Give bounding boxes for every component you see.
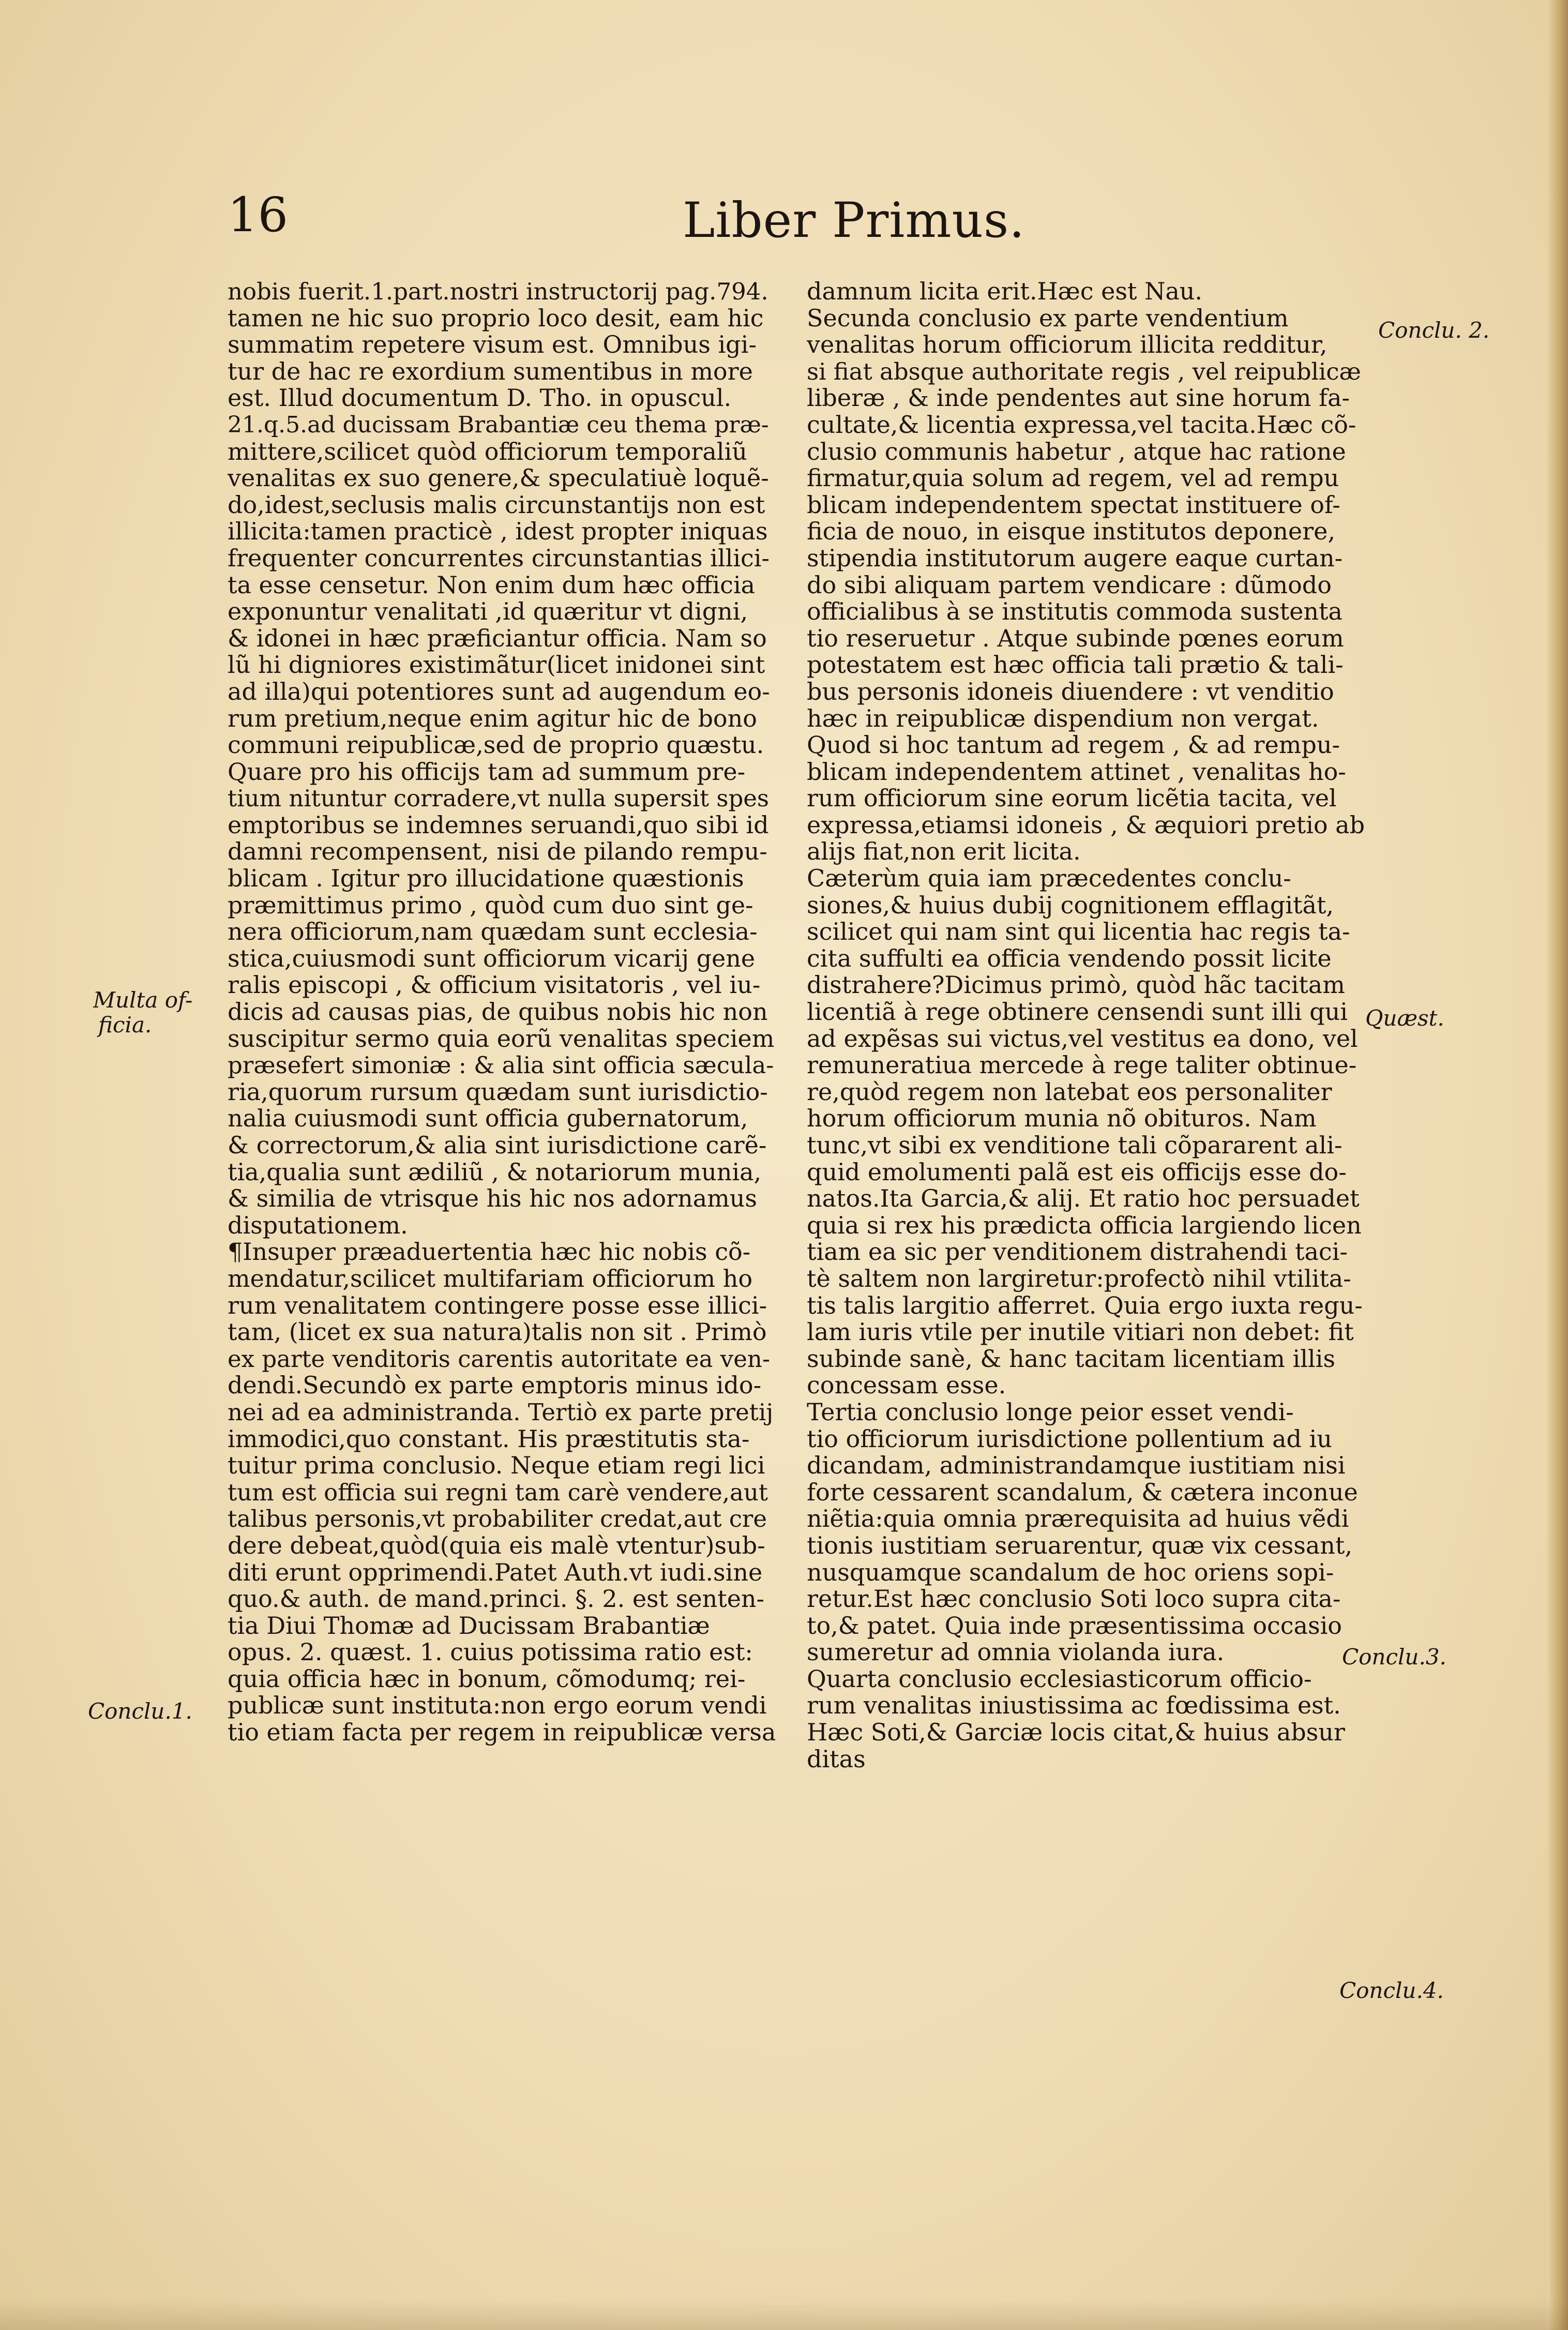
text-line: to,& patet. Quia inde præsentissima occasio — [807, 1612, 1342, 1640]
text-line: publicæ sunt instituta:non ergo eorum vendi — [228, 1692, 767, 1720]
text-line: Quare pro his officijs tam ad summum pre- — [228, 758, 746, 786]
text-line: ad illa)qui potentiores sunt ad augendum eo- — [228, 678, 770, 705]
text-line: quo.& auth. de mand.princi. §. 2. est senten- — [228, 1586, 765, 1613]
text-line: 21.q.5.ad ducissam Brabantiæ ceu thema præ- — [228, 411, 769, 438]
text-line: tè saltem non largiretur:profectò nihil vtilita- — [807, 1265, 1351, 1292]
text-line: ditas — [807, 1746, 866, 1773]
text-line: Secunda conclusio ex parte vendentium — [807, 305, 1289, 332]
text-line: tium nituntur corradere,vt nulla supersit spes — [228, 785, 769, 812]
page-edge-shadow — [1547, 0, 1568, 2330]
text-line: damni recompensent, nisi de pilando rempu- — [228, 838, 767, 866]
text-line: summatim repetere visum est. Omnibus igi- — [228, 332, 757, 358]
text-line: exponuntur venalitati ,id quæritur vt digni, — [228, 598, 748, 625]
text-line: dicandam, administrandamque iustitiam nisi — [807, 1452, 1346, 1479]
text-line: dere debeat,quòd(quia eis malè vtentur)sub- — [228, 1532, 765, 1559]
text-line: præsefert simoniæ : & alia sint officia sæcula- — [228, 1052, 774, 1079]
text-line: talibus personis,vt probabiliter credat,aut cre — [228, 1506, 767, 1532]
text-line: alijs fiat,non erit licita. — [807, 838, 1081, 866]
text-line: ralis episcopi , & officium visitatoris , vel iu- — [228, 972, 761, 999]
margin-note-line: Conclu.1. — [88, 1699, 192, 1724]
text-line: bus personis idoneis diuendere : vt venditio — [807, 678, 1334, 705]
text-line: sumeretur ad omnia violanda iura. — [807, 1639, 1225, 1666]
text-line: tam, (licet ex sua natura)talis non sit . Primò — [228, 1319, 767, 1346]
text-line: forte cessarent scandalum, & cætera inconue — [807, 1479, 1358, 1506]
text-line: opus. 2. quæst. 1. cuius potissima ratio est: — [228, 1639, 753, 1666]
text-line: Quod si hoc tantum ad regem , & ad rempu- — [807, 732, 1340, 759]
text-line: communi reipublicæ,sed de proprio quæstu. — [228, 732, 764, 759]
text-line: disputationem. — [228, 1212, 408, 1239]
margin-note-conclu-4 — [1339, 1978, 1444, 2003]
text-line: tamen ne hic suo proprio loco desit, eam hic — [228, 305, 764, 332]
text-line: & idonei in hæc præficiantur officia. Nam so — [228, 625, 767, 652]
margin-note-line: Conclu.4. — [1339, 1978, 1444, 2003]
text-line: quia si rex his prædicta officia largiendo licen — [807, 1212, 1362, 1239]
text-line: stica,cuiusmodi sunt officiorum vicarij gene — [228, 945, 756, 972]
text-line: venalitas ex suo genere,& speculatiuè loquẽ- — [228, 465, 769, 492]
text-line: re,quòd regem non latebat eos personaliter — [807, 1078, 1332, 1106]
text-line: tionis iustitiam seruarentur, quæ vix cessant, — [807, 1532, 1353, 1559]
text-line: tis talis largitio afferret. Quia ergo iuxta regu- — [807, 1292, 1363, 1319]
text-line: ex parte venditoris carentis autoritate ea ven- — [228, 1345, 771, 1373]
text-line: blicam independentem spectat instituere of- — [807, 491, 1340, 519]
text-line: Tertia conclusio longe peior esset vendi- — [807, 1399, 1294, 1426]
right-text-column — [807, 278, 1365, 1772]
text-line: ¶Insuper præaduertentia hæc hic nobis cõ- — [228, 1239, 751, 1266]
text-line: immodici,quo constant. His præstitutis sta- — [228, 1425, 750, 1453]
text-line: tio etiam facta per regem in reipublicæ versa — [228, 1719, 776, 1746]
text-line: & similia de vtrisque his hic nos adornamus — [228, 1185, 757, 1212]
text-line: rum pretium,neque enim agitur hic de bono — [228, 705, 757, 732]
text-line: ria,quorum rursum quædam sunt iurisdictio- — [228, 1078, 768, 1106]
text-line: expressa,etiamsi idoneis , & æquiori pretio ab — [807, 811, 1365, 839]
text-line: si fiat absque authoritate regis , vel reipublicæ — [807, 358, 1361, 385]
text-line: nera officiorum,nam quædam sunt ecclesia- — [228, 919, 758, 945]
text-line: tur de hac re exordium sumentibus in more — [228, 358, 753, 385]
text-line: tiam ea sic per venditionem distrahendi taci- — [807, 1239, 1348, 1266]
running-head: Liber Primus. — [683, 192, 1026, 249]
text-line: nobis fuerit.1.part.nostri instructorij pag.794. — [228, 278, 768, 305]
text-line: liberæ , & inde pendentes aut sine horum fa- — [807, 385, 1350, 412]
margin-note-line: Conclu.3. — [1342, 1645, 1446, 1670]
text-line: præmittimus primo , quòd cum duo sint ge- — [228, 892, 753, 919]
text-line: retur.Est hæc conclusio Soti loco supra cita- — [807, 1586, 1341, 1613]
text-line: horum officiorum munia nõ obituros. Nam — [807, 1105, 1317, 1132]
text-line: nusquamque scandalum de hoc oriens sopi- — [807, 1559, 1334, 1586]
text-line: cita suffulti ea officia vendendo possit licite — [807, 945, 1332, 972]
text-line: venalitas horum officiorum illicita redditur, — [807, 332, 1328, 358]
text-line: blicam . Igitur pro illucidatione quæstionis — [228, 865, 744, 892]
text-line: rum venalitas iniustissima ac fœdissima est. — [807, 1692, 1341, 1720]
text-line: diti erunt opprimendi.Patet Auth.vt iudi.sine — [228, 1559, 763, 1586]
text-line: blicam independentem attinet , venalitas ho- — [807, 758, 1346, 786]
text-line: officialibus à se institutis commoda sustenta — [807, 598, 1343, 625]
text-line: lũ hi digniores existimãtur(licet inidonei sint — [228, 652, 765, 679]
text-line: do sibi aliquam partem vendicare : dũmodo — [807, 572, 1332, 599]
text-line: illicita:tamen practicè , idest propter iniquas — [228, 518, 768, 545]
text-line: dendi.Secundò ex parte emptoris minus ido- — [228, 1372, 762, 1399]
text-line: tia,qualia sunt ædiliũ , & notariorum munia, — [228, 1159, 762, 1186]
text-line: clusio communis habetur , atque hac ratione — [807, 438, 1346, 465]
margin-note-conclu-1 — [88, 1699, 192, 1724]
text-line: potestatem est hæc officia tali prætio & tali- — [807, 652, 1344, 679]
margin-note-quaest — [1365, 1006, 1444, 1031]
text-line: hæc in reipublicæ dispendium non vergat. — [807, 705, 1319, 732]
text-line: tuitur prima conclusio. Neque etiam regi lici — [228, 1452, 765, 1479]
text-line: tia Diui Thomæ ad Ducissam Brabantiæ — [228, 1612, 710, 1640]
text-line: rum venalitatem contingere posse esse illici- — [228, 1292, 767, 1319]
text-line: Quarta conclusio ecclesiasticorum officio- — [807, 1665, 1312, 1693]
text-line: & correctorum,& alia sint iurisdictione carẽ- — [228, 1132, 767, 1159]
text-line: nei ad ea administranda. Tertiò ex parte pretij — [228, 1399, 774, 1426]
text-line: licentiã à rege obtinere censendi sunt illi qui — [807, 999, 1348, 1026]
text-line: damnum licita erit.Hæc est Nau. — [807, 278, 1203, 305]
text-line: Hæc Soti,& Garciæ locis citat,& huius absur — [807, 1719, 1345, 1746]
text-line: tio reseruetur . Atque subinde pœnes eorum — [807, 625, 1344, 652]
text-line: cultate,& licentia expressa,vel tacita.Hæc cõ- — [807, 411, 1356, 439]
text-line: niẽtia:quia omnia prærequisita ad huius vẽdi — [807, 1506, 1349, 1532]
text-line: ta esse censetur. Non enim dum hæc officia — [228, 572, 756, 599]
text-line: siones,& huius dubij cognitionem efflagitãt, — [807, 892, 1334, 919]
text-line: rum officiorum sine eorum licẽtia tacita, vel — [807, 785, 1337, 812]
margin-note-conclu-3 — [1342, 1645, 1446, 1670]
text-line: tio officiorum iurisdictione pollentium ad iu — [807, 1425, 1332, 1453]
text-line: ad expẽsas sui victus,vel vestitus ea dono, vel — [807, 1025, 1358, 1053]
text-line: firmatur,quia solum ad regem, vel ad rempu — [807, 465, 1339, 492]
text-line: tunc,vt sibi ex venditione tali cõpararent ali- — [807, 1132, 1343, 1159]
margin-note-line: ficia. — [98, 1013, 152, 1038]
text-line: remuneratiua mercede à rege taliter obtinue- — [807, 1052, 1357, 1079]
text-line: subinde sanè, & hanc tacitam licentiam illis — [807, 1345, 1335, 1373]
text-line: natos.Ita Garcia,& alij. Et ratio hoc persuadet — [807, 1185, 1360, 1212]
text-line: stipendia institutorum augere eaque curtan- — [807, 545, 1343, 572]
text-line: quid emolumenti palã est eis officijs esse do- — [807, 1159, 1347, 1186]
text-line: lam iuris vtile per inutile vitiari non debet: fit — [807, 1319, 1354, 1346]
text-line: mittere,scilicet quòd officiorum temporaliũ — [228, 438, 747, 465]
text-line: concessam esse. — [807, 1372, 1006, 1399]
text-line: frequenter concurrentes circunstantias illici- — [228, 545, 770, 572]
text-line: quia officia hæc in bonum, cõmodumq; rei- — [228, 1665, 746, 1693]
text-line: nalia cuiusmodi sunt officia gubernatorum, — [228, 1105, 748, 1132]
text-line: Cæterùm quia iam præcedentes conclu- — [807, 865, 1291, 892]
text-line: suscipitur sermo quia eorũ venalitas speciem — [228, 1025, 775, 1053]
page-number: 16 — [228, 187, 289, 243]
text-line: dicis ad causas pias, de quibus nobis hic non — [228, 999, 768, 1026]
margin-note-multa-officia — [93, 988, 192, 1038]
text-line: scilicet qui nam sint qui licentia hac regis ta- — [807, 919, 1350, 945]
text-line: est. Illud documentum D. Tho. in opuscul. — [228, 385, 732, 412]
text-line: emptoribus se indemnes seruandi,quo sibi id — [228, 811, 769, 839]
text-line: mendatur,scilicet multifariam officiorum ho — [228, 1265, 753, 1292]
margin-note-conclu-2 — [1378, 318, 1489, 343]
page-bottom-shadow — [0, 2299, 1568, 2330]
text-line: distrahere?Dicimus primò, quòd hãc tacitam — [807, 972, 1345, 999]
text-line: ficia de nouo, in eisque institutos deponere, — [807, 518, 1335, 545]
margin-note-line: Multa of- — [93, 988, 193, 1013]
text-line: tum est officia sui regni tam carè vendere,aut — [228, 1479, 768, 1506]
left-text-column — [228, 278, 776, 1746]
text-line: do,idest,seclusis malis circunstantijs non est — [228, 491, 765, 519]
margin-note-line: Conclu. 2. — [1378, 318, 1490, 343]
margin-note-line: Quæst. — [1365, 1006, 1444, 1031]
